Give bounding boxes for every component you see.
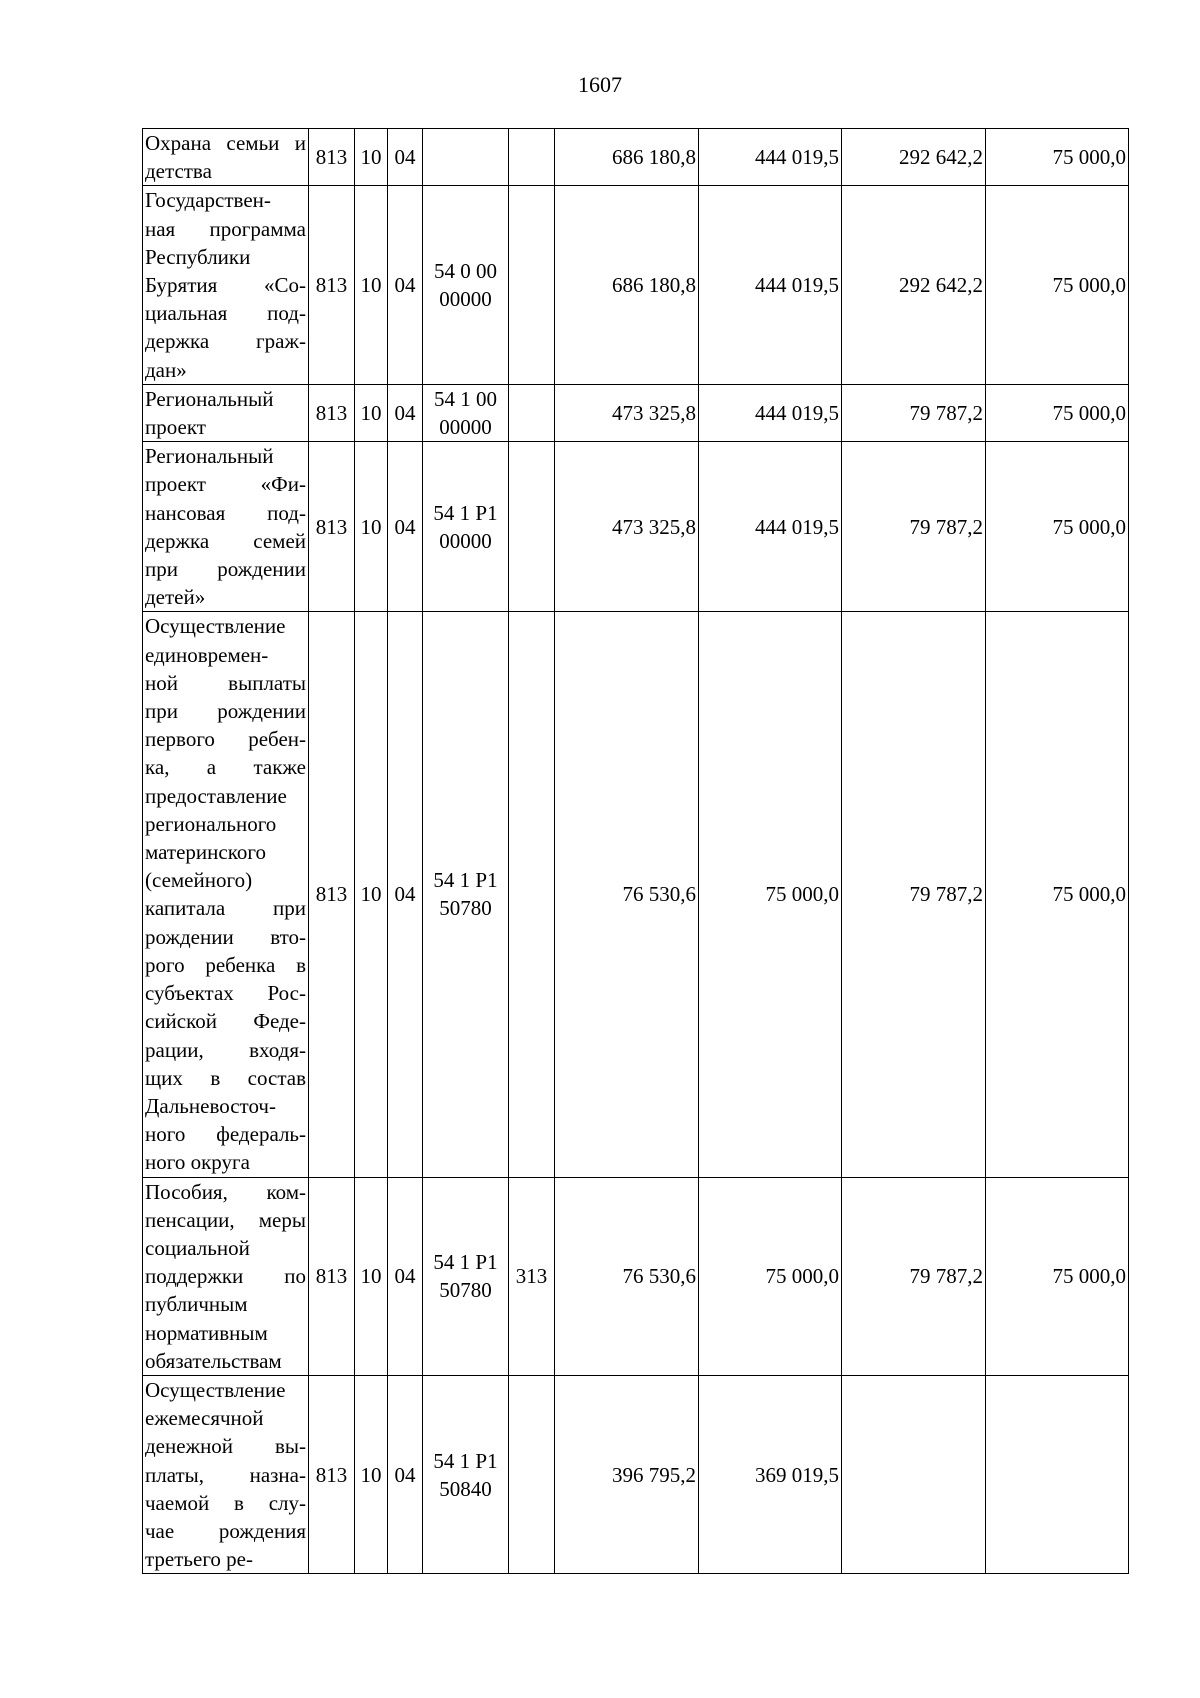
subsection-cell: 04 [388, 442, 423, 612]
amount-cell-1: 76 530,6 [555, 1177, 699, 1375]
amount-cell-3: 79 787,2 [842, 384, 986, 441]
section-cell: 10 [355, 384, 388, 441]
item-name-line: ная программа [145, 216, 306, 241]
section-cell: 10 [355, 1375, 388, 1573]
subsection-cell: 04 [388, 1375, 423, 1573]
item-name-line: Дальневосточ- [145, 1093, 276, 1118]
item-name-line: пенсации, меры [145, 1207, 306, 1232]
item-name-line: поддержки по [145, 1264, 306, 1289]
program-code-cell [423, 129, 509, 186]
amount-cell-2: 444 019,5 [699, 384, 842, 441]
section-cell: 10 [355, 186, 388, 384]
expense-type-cell [509, 384, 555, 441]
subsection-cell: 04 [388, 129, 423, 186]
item-name-line: публичным [145, 1292, 248, 1317]
subsection-cell: 04 [388, 612, 423, 1177]
ved-cell: 813 [309, 1177, 355, 1375]
amount-cell-4: 75 000,0 [986, 612, 1129, 1177]
item-name-line: циальная под- [145, 301, 306, 326]
amount-cell-1: 686 180,8 [555, 186, 699, 384]
item-name-line: Региональный [145, 386, 274, 411]
item-name-line: Региональный [145, 444, 274, 469]
subsection-cell: 04 [388, 384, 423, 441]
item-name-line: Пособия, ком- [145, 1179, 306, 1204]
item-name-line: при рождении [145, 699, 306, 724]
amount-cell-1: 76 530,6 [555, 612, 699, 1177]
table-row [143, 612, 1129, 1177]
amount-cell-2: 444 019,5 [699, 186, 842, 384]
section-cell: 10 [355, 1177, 388, 1375]
item-name-line: чаемой в слу- [145, 1490, 306, 1515]
amount-cell-3: 79 787,2 [842, 612, 986, 1177]
item-name-line: Осуществление [145, 614, 286, 639]
amount-cell-1: 473 325,8 [555, 384, 699, 441]
item-name-line: рации, входя- [145, 1037, 306, 1062]
item-name-line: ной выплаты [145, 670, 306, 695]
program-code-cell: 54 1 00 00000 [423, 384, 509, 441]
table-row [143, 129, 1129, 186]
item-name-line: ежемесячной [145, 1406, 264, 1431]
amount-cell-1: 396 795,2 [555, 1375, 699, 1573]
page-number: 1607 [578, 72, 622, 97]
item-name-line: ного округа [145, 1150, 250, 1175]
ved-cell: 813 [309, 442, 355, 612]
item-name-line: ка, а также [145, 755, 306, 780]
expense-type-cell [509, 186, 555, 384]
item-name-line: платы, назна- [145, 1462, 306, 1487]
item-name-line: проект «Фи- [145, 472, 306, 497]
ved-cell: 813 [309, 1375, 355, 1573]
amount-cell-3: 79 787,2 [842, 1177, 986, 1375]
item-name-line: материнского [145, 840, 266, 865]
item-name-line: (семейного) [145, 868, 253, 893]
subsection-cell: 04 [388, 186, 423, 384]
ved-cell: 813 [309, 612, 355, 1177]
item-name-line: нормативным [145, 1320, 268, 1345]
item-name-line: единовремен- [145, 642, 269, 667]
amount-cell-1: 473 325,8 [555, 442, 699, 612]
table-row [143, 186, 1129, 384]
item-name-cell [143, 129, 309, 186]
item-name-line: предоставление [145, 783, 287, 808]
amount-cell-3: 292 642,2 [842, 129, 986, 186]
budget-table [142, 128, 1129, 1574]
section-cell: 10 [355, 129, 388, 186]
table-row [143, 384, 1129, 441]
section-cell: 10 [355, 612, 388, 1177]
amount-cell-3: 292 642,2 [842, 186, 986, 384]
item-name-line: социальной [145, 1235, 250, 1260]
amount-cell-2: 369 019,5 [699, 1375, 842, 1573]
item-name-line: держка семей [145, 528, 306, 553]
subsection-cell: 04 [388, 1177, 423, 1375]
program-code-cell: 54 1 P1 00000 [423, 442, 509, 612]
item-name-line: обязательствам [145, 1348, 282, 1373]
item-name-line: чае рождения [145, 1518, 306, 1543]
amount-cell-4 [986, 1375, 1129, 1573]
item-name-cell [143, 1177, 309, 1375]
ved-cell: 813 [309, 129, 355, 186]
item-name-line: первого ребен- [145, 727, 306, 752]
item-name-line: детей» [145, 585, 206, 610]
item-name-line: капитала при [145, 896, 306, 921]
section-cell: 10 [355, 442, 388, 612]
item-name-line: держка граж- [145, 329, 306, 354]
table-row [143, 1375, 1129, 1573]
ved-cell: 813 [309, 186, 355, 384]
amount-cell-4: 75 000,0 [986, 129, 1129, 186]
amount-cell-2: 444 019,5 [699, 129, 842, 186]
amount-cell-4: 75 000,0 [986, 442, 1129, 612]
ved-cell: 813 [309, 384, 355, 441]
item-name-line: сийской Феде- [145, 1009, 306, 1034]
program-code-cell: 54 1 P1 50780 [423, 612, 509, 1177]
item-name-cell [143, 442, 309, 612]
item-name-line: ного федераль- [145, 1122, 306, 1147]
amount-cell-1: 686 180,8 [555, 129, 699, 186]
amount-cell-2: 75 000,0 [699, 612, 842, 1177]
item-name-line: детства [145, 159, 212, 184]
item-name-line: при рождении [145, 557, 306, 582]
item-name-cell [143, 612, 309, 1177]
item-name-line: регионального [145, 811, 277, 836]
program-code-cell: 54 1 P1 50840 [423, 1375, 509, 1573]
item-name-cell [143, 384, 309, 441]
table-body [143, 129, 1129, 1574]
item-name-cell [143, 1375, 309, 1573]
table-row [143, 1177, 1129, 1375]
program-code-cell: 54 1 P1 50780 [423, 1177, 509, 1375]
amount-cell-4: 75 000,0 [986, 186, 1129, 384]
program-code-cell: 54 0 00 00000 [423, 186, 509, 384]
expense-type-cell [509, 1375, 555, 1573]
item-name-line: дан» [145, 357, 187, 382]
expense-type-cell [509, 612, 555, 1177]
item-name-line: нансовая под- [145, 500, 306, 525]
item-name-line: третьего ре- [145, 1547, 253, 1572]
expense-type-cell [509, 129, 555, 186]
item-name-line: Бурятия «Со- [145, 273, 306, 298]
item-name-line: щих в состав [145, 1065, 306, 1090]
item-name-line: рого ребенка в [145, 952, 306, 977]
expense-type-cell: 313 [509, 1177, 555, 1375]
item-name-line: Охрана семьи и [145, 131, 306, 155]
item-name-line: субъектах Рос- [145, 981, 306, 1006]
amount-cell-4: 75 000,0 [986, 384, 1129, 441]
amount-cell-3: 79 787,2 [842, 442, 986, 612]
amount-cell-2: 444 019,5 [699, 442, 842, 612]
item-name-line: денежной вы- [145, 1434, 306, 1459]
amount-cell-2: 75 000,0 [699, 1177, 842, 1375]
item-name-cell [143, 186, 309, 384]
item-name-line: Осуществление [145, 1377, 286, 1402]
expense-type-cell [509, 442, 555, 612]
item-name-line: Республики [145, 244, 251, 269]
amount-cell-4: 75 000,0 [986, 1177, 1129, 1375]
table-row [143, 442, 1129, 612]
item-name-line: проект [145, 415, 206, 440]
amount-cell-3 [842, 1375, 986, 1573]
item-name-line: Государствен- [145, 188, 271, 213]
item-name-line: рождении вто- [145, 924, 306, 949]
